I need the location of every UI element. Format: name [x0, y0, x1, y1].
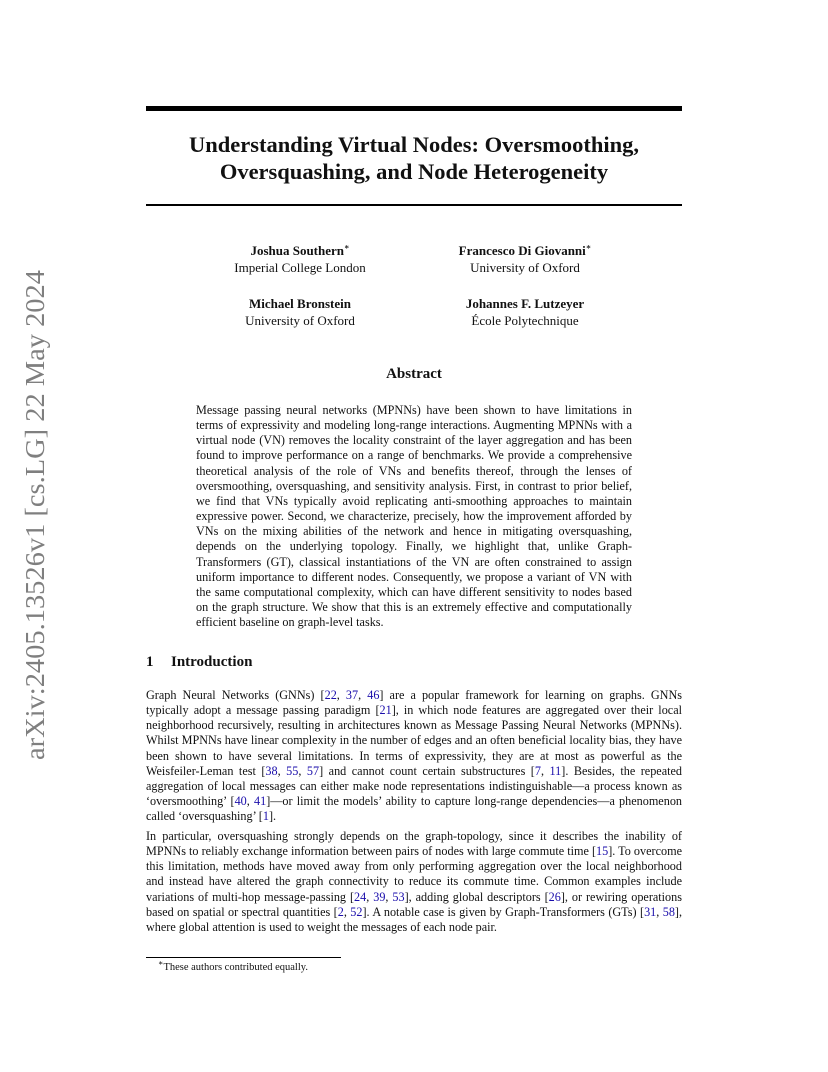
abstract-heading: Abstract — [386, 366, 442, 382]
paragraph-text: , — [336, 688, 346, 702]
citation-link[interactable]: 26 — [548, 889, 561, 904]
paragraph-text: ] are a popular framework for learning on graphs. GNNs typically adopt a message passing paradigm [ — [146, 688, 683, 718]
citation-link[interactable]: 2 — [337, 904, 344, 919]
intro-paragraph-1 — [146, 688, 682, 824]
citation-link[interactable]: 57 — [306, 763, 320, 778]
citation-link[interactable]: 41 — [254, 794, 267, 809]
author-affiliation: Imperial College London — [234, 260, 366, 275]
abstract-text: Message passing neural networks (MPNNs) have been shown to have limitations in terms of expressivity and modeling long-range interactions. Augmenting MPNNs with a virtual node (VN) removes the locality constraint of the layer aggregation and has been found to improve performance on a range of benchmarks. We provide a comprehensive theoretical analysis of the role of VNs and benefits thereof, through the lenses of oversmoothing, oversquashing, and sensitivity analysis. First, in contrast to prior belief, we find that VNs typically avoid replicating anti-smoothing approaches to maintain expressive power. Second, we characterize, precisely, how the improvement afforded by VNs on the mixing abilities of the network and hence in mitigating oversquashing, depends on the underlying topology. Finally, we highlight that, unlike Graph-Transformers (GT), classical instantiations of the VN are often constrained to assign uniform importance to different nodes. Consequently, we propose a variant of VN with the same computational complexity, which can have different sensitivity to nodes based on the graph structure. We show that this is an extremely effective and computationally efficient baseline on graph-level tasks. — [196, 403, 632, 630]
citation-link[interactable]: 11 — [549, 763, 562, 778]
citation-link[interactable]: 58 — [662, 904, 675, 919]
citation-link[interactable]: 22 — [324, 688, 337, 702]
citation-link[interactable]: 7 — [534, 763, 541, 778]
citation-link[interactable]: 21 — [379, 703, 392, 718]
arxiv-identifier-stamp — [10, 270, 54, 760]
citation-link[interactable]: 40 — [234, 794, 247, 809]
footnote — [158, 958, 308, 974]
citation-link[interactable]: 39 — [373, 889, 386, 904]
citation-link[interactable]: 15 — [596, 844, 609, 859]
citation-link[interactable]: 1 — [262, 809, 269, 824]
citation-link[interactable]: 38 — [265, 763, 278, 778]
paragraph-text: , — [656, 904, 663, 919]
paragraph-text: ] and cannot count certain substructures [ — [319, 763, 535, 778]
section-title: Introduction — [171, 654, 253, 670]
paragraph-text: ]. Besides, the repeated aggregation of local messages can either make node representations indistinguishable—a process known as ‘oversmoothing’ [ — [146, 763, 683, 809]
arxiv-identifier-svg — [10, 270, 54, 760]
paragraph-text: , — [343, 904, 351, 919]
author-block — [405, 295, 645, 329]
citation-link[interactable]: 31 — [644, 904, 657, 919]
paragraph-text: , — [298, 763, 307, 778]
section-heading — [146, 654, 682, 671]
citation-link[interactable]: 55 — [286, 763, 299, 778]
paragraph-text: ]. A notable case is given by Graph-Transformers (GTs) [ — [362, 904, 645, 919]
footnote-text: These authors contributed equally. — [163, 962, 308, 973]
paragraph-text: ], adding global descriptors [ — [404, 889, 549, 904]
author-block — [180, 242, 420, 276]
paragraph-text: ], in which node features are aggregated over their local neighborhood recursively, resulting in architectures known as Message Passing Neural Networks (MPNNs). Whilst MPNNs have linear complexity in the number of edges and an often beneficial locality bias, they have been shown to have several limitations. In terms of expressivity, they are at most as powerful as the Weisfeiler-Leman test [ — [146, 703, 682, 778]
arxiv-identifier-text: arXiv:2405.13526v1 [cs.LG] 22 May 2024 — [20, 295, 50, 760]
citation-link[interactable]: 24 — [354, 889, 367, 904]
title-top-rule — [146, 106, 682, 111]
citation-link[interactable]: 53 — [392, 889, 405, 904]
author-block — [405, 242, 645, 276]
author-name: Joshua Southern∗ — [250, 242, 350, 258]
footnote-mark: ∗ — [158, 958, 164, 968]
paragraph-text: , — [358, 688, 368, 702]
paragraph-text: Graph Neural Networks (GNNs) [ — [146, 688, 325, 702]
paragraph-text: , — [246, 794, 254, 809]
paragraph-text: , — [385, 889, 393, 904]
paragraph-text: , — [366, 889, 374, 904]
section-number: 1 — [146, 654, 154, 670]
citation-link[interactable]: 37 — [345, 688, 359, 702]
paragraph-text: ]. — [268, 809, 277, 824]
paragraph-text: In particular, oversquashing strongly depends on the graph-topology, since it describes the inability of MPNNs to reliably exchange information between pairs of nodes with large commute time [ — [146, 829, 682, 859]
citation-link[interactable]: 52 — [350, 904, 363, 919]
citation-link[interactable]: 46 — [367, 688, 380, 702]
paragraph-text: ], or rewiring operations based on spatial or spectral quantities [ — [146, 889, 682, 919]
paragraph-text: ]—or limit the models’ ability to capture long-range dependencies—a phenomenon called ‘oversquashing’ [ — [146, 794, 683, 824]
paragraph-text: , — [540, 763, 550, 778]
author-affiliation: University of Oxford — [470, 260, 580, 275]
author-block — [180, 295, 420, 329]
paragraph-text: ], where global attention is used to weight the messages of each node pair. — [146, 904, 683, 934]
footnote-rule — [146, 957, 341, 958]
author-name: Francesco Di Giovanni∗ — [458, 242, 592, 258]
paragraph-text: , — [277, 763, 287, 778]
author-affiliation: École Polytechnique — [471, 313, 579, 328]
title-bottom-rule — [146, 204, 682, 206]
author-name: Johannes F. Lutzeyer — [465, 296, 585, 311]
author-affiliation: University of Oxford — [245, 313, 355, 328]
author-name: Michael Bronstein — [249, 296, 351, 311]
paper-title: Understanding Virtual Nodes: Oversmoothing, Oversquashing, and Node Heterogeneity — [188, 132, 640, 184]
intro-paragraph-2 — [146, 829, 682, 935]
paragraph-text: ]. To overcome this limitation, methods have moved away from only performing aggregation over the local neighborhood and instead have altered the graph connectivity to reduce its commute time. Common examples include variations of multi-hop message-passing [ — [146, 844, 682, 904]
